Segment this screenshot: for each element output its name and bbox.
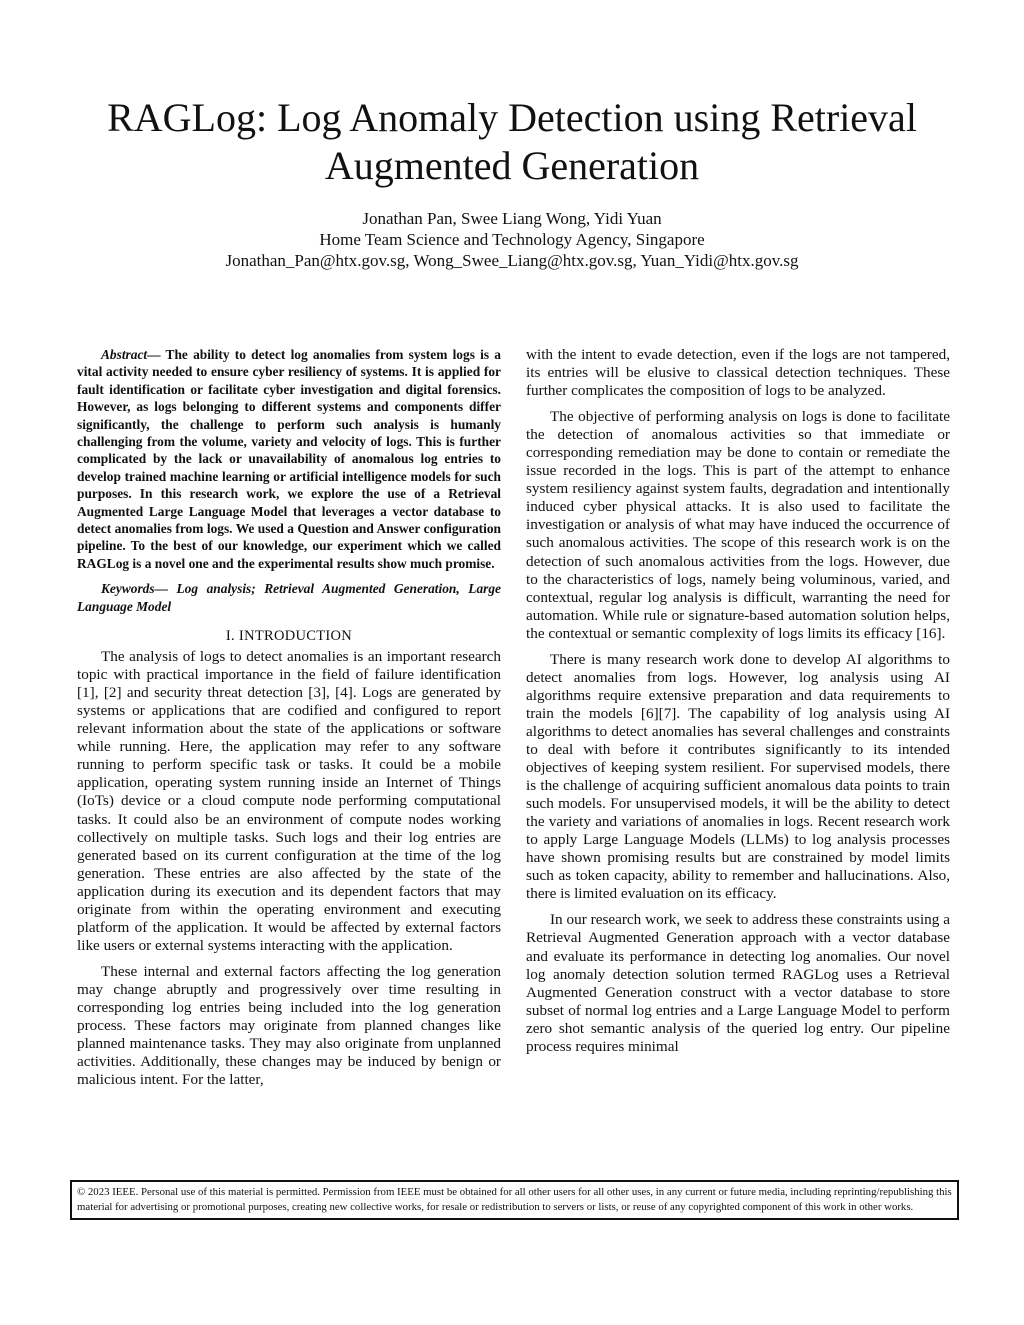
paper-title: RAGLog: Log Anomaly Detection using Retrieval Augmented Generation xyxy=(107,95,917,188)
section-number: I. xyxy=(225,628,235,645)
abstract xyxy=(77,346,501,572)
body-paragraph: The analysis of logs to detect anomalies is an important research topic with practical importance in the field of failure identification [1], [2] and security threat detection [3], [4]. Logs are generated by systems or applications that are codified and configured to report relevant information about the state of the applications or software while running. Here, the application may refer to any software running to perform specific task or tasks. It could be a mobile application, operating system running inside an Internet of Things (IoTs) device or a cloud compute node performing computational tasks. It could also be an environment of compute nodes working collectively on multiple tasks. Such logs and their log entries are generated based on its current configuration at the time of the log generation. These entries are also affected by the state of the application during its execution and its dependent factors that may originate from within the operating environment and executing platform of the application. It would be affected by external factors like users or external systems interacting with the application. xyxy=(77,648,501,954)
author-emails: Jonathan_Pan@htx.gov.sg, Wong_Swee_Liang@htx.gov.sg, Yuan_Yidi@htx.gov.sg xyxy=(225,251,799,270)
body-paragraph-continued: with the intent to evade detection, even if the logs are not tampered, its entries will be elusive to classical detection techniques. These further complicates the composition of logs to be analyzed. xyxy=(526,346,950,400)
author-affiliation: Home Team Science and Technology Agency, Singapore xyxy=(319,230,705,249)
copyright-notice: © 2023 IEEE. Personal use of this material is permitted. Permission from IEEE must be obtained for all other users for all other uses, in any current or future media, including reprinting/republishing this material for advertising or promotional purposes, creating new collective works, for resale or redistribution to servers or lists, or reuse of any copyrighted component of this work in other works. xyxy=(70,1180,959,1220)
keywords-label: Keywords xyxy=(101,581,155,597)
left-column xyxy=(77,346,501,1097)
body-paragraph: These internal and external factors affecting the log generation may change abruptly and progressively over time resulting in corresponding log entries being included into the log generation process. These factors may originate from planned changes like planned maintenance tasks. They may also originate from unplanned activities. Additionally, these changes may be induced by benign or malicious intent. For the latter, xyxy=(77,962,501,1089)
body-paragraph: In our research work, we seek to address these constraints using a Retrieval Augmented Generation approach with a vector database and evaluate its performance in detecting log anomalies. Our novel log anomaly detection solution termed RAGLog uses a Retrieval Augmented Generation construct with a vector database to store subset of normal log entries and a Large Language Model to perform zero shot semantic analysis of the queried log entry. Our pipeline process requires minimal xyxy=(526,911,950,1055)
abstract-text: The ability to detect log anomalies from system logs is a vital activity needed to ensure cyber resiliency of systems. It is applied for fault identification or facilitate cyber investigation and digital forensics. However, as logs belonging to different systems and components differ significantly, the challenge to perform such analysis is humanly challenging from the volume, variety and velocity of logs. This is further complicated by the lack or unavailability of anomalous log entries to develop trained machine learning or artificial intelligence models for such purposes. In this research work, we explore the use of a Retrieval Augmented Large Language Model that leverages a vector database to detect anomalies from logs. We used a Question and Answer configuration pipeline. To the best of our knowledge, our experiment which we called RAGLog is a novel one and the experimental results show much promise. xyxy=(77,347,501,571)
abstract-label: Abstract xyxy=(101,347,148,362)
abstract-dash: — xyxy=(147,347,161,362)
section-title-rest: NTRODUCTION xyxy=(244,628,353,645)
author-names: Jonathan Pan, Swee Liang Wong, Yidi Yuan xyxy=(362,209,662,228)
author-block xyxy=(60,208,964,271)
right-column xyxy=(526,346,950,1064)
keywords xyxy=(77,580,501,615)
section-title-initial: I xyxy=(238,628,245,645)
keywords-text: — Log analysis; Retrieval Augmented Generation, Large Language Model xyxy=(77,581,501,614)
section-heading-introduction xyxy=(77,627,501,645)
body-paragraph: There is many research work done to develop AI algorithms to detect anomalies from logs. However, log analysis using AI algorithms require extensive preparation and data requirements to train the models [6][7]. The capability of log analysis using AI algorithms to detect anomalies has several challenges and constraints to deal with before it contributes significantly to its intended objectives of keeping system resilient. For supervised models, there is the challenge of acquiring sufficient anomalous data points to train such models. For unsupervised models, it will be the ability to detect the variety and variations of anomalies in logs. Recent research work to apply Large Language Models (LLMs) to log analysis processes have shown promising results but are constrained by model limits such as token capacity, ability to remember and hallucinations. Also, there is limited evaluation on its efficacy. xyxy=(526,650,950,903)
body-paragraph: The objective of performing analysis on logs is done to facilitate the detection of anomalous activities so that immediate or corresponding remediation may be done to contain or remediate the issue recorded in the logs. This is part of the attempt to enhance system resiliency against system faults, degradation and intentionally induced cyber physical attacks. It is also used to facilitate the investigation or analysis of what may have induced the occurrence of such anomalous activities. The scope of this research work is on the detection of such anomalous activities from the logs. However, due to the characteristics of logs, namely being voluminous, varied, and contextual, regular log analysis is difficult, warranting the need for automation. While rule or signature-based automation solution helps, the contextual or semantic complexity of logs limits its efficacy [16]. xyxy=(526,408,950,642)
